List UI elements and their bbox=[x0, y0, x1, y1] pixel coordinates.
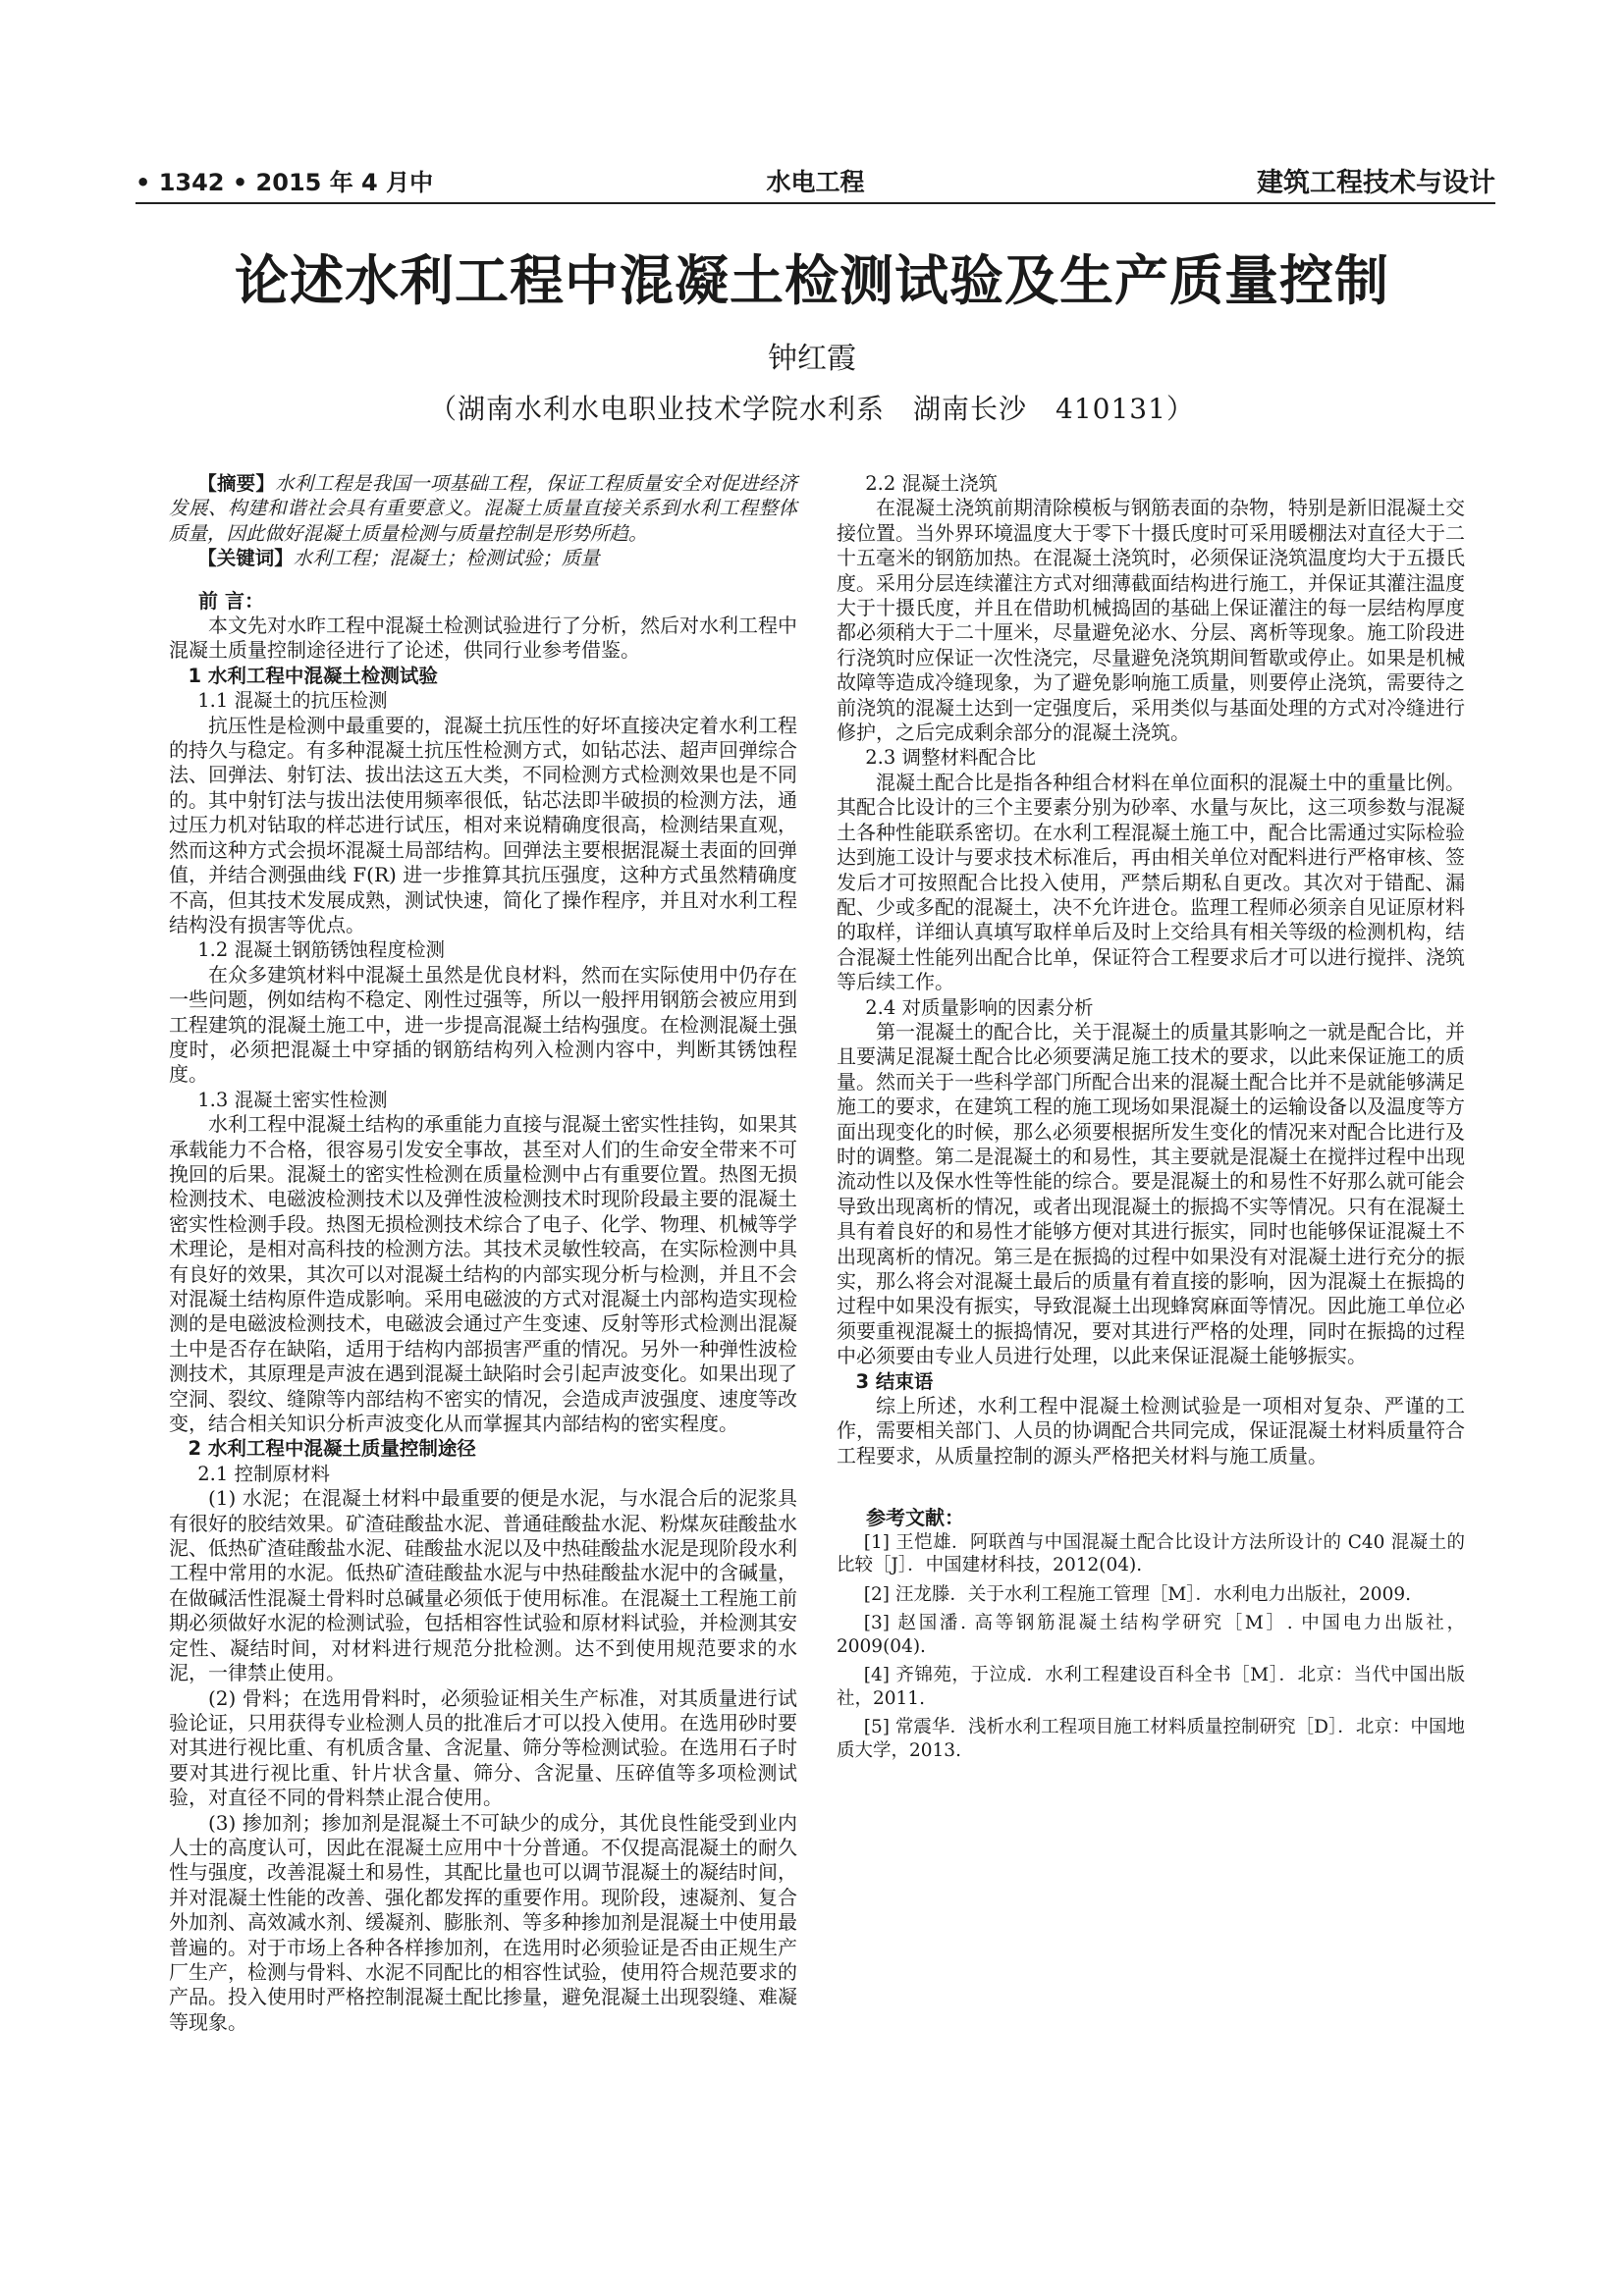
keywords-text: 水利工程；混凝土；检测试验；质量 bbox=[293, 547, 600, 570]
author-affiliation: （湖南水利水电职业技术学院水利系 湖南长沙 410131） bbox=[429, 393, 1195, 425]
section-2-1-admixture: (3) 掺加剂；掺加剂是混凝土不可缺少的成分，其优良性能受到业内人士的高度认可，因此在混凝土应用中十分普通。不仅提高混凝土的耐久性与强度，改善混凝土和易性，其配比量也可以调节混凝土的凝结时间，并对混凝土性能的改善、强化都发挥的重要作用。现阶段，速凝剂、复合外加剂、高效减水剂、缓凝剂、膨胀剂、等多种掺加剂是混凝土中使用最普遍的。对于市场上各种各样掺加剂，在选用时必须验证是否由正规生产厂生产，检测与骨料、水泥不同配比的相容性试验，使用符合规范要求的产品。投入使用时严格控制混凝土配比掺量，避免混凝土出现裂缝、难凝等现象。 bbox=[169, 1810, 797, 2034]
section-1-3-text: 水利工程中混凝土结构的承重能力直接与混凝土密实性挂钩，如果其承载能力不合格，很容易引发安全事故，甚至对人们的生命安全带来不可挽回的后果。混凝土的密实性检测在质量检测中占有重要位置。热图无损检测技术、电磁波检测技术以及弹性波检测技术时现阶段最主要的混凝土密实性检测手段。热图无损检测技术综合了电子、化学、物理、机械等学术理论，是相对高科技的检测方法。其技术灵敏性较高，在实际检测中具有良好的效果，其次可以对混凝土结构的内部实现分析与检测，并且不会对混凝土结构原件造成影响。采用电磁波的方式对混凝土内部构造实现检测的是电磁波检测技术，电磁波会通过产生变速、反射等形式检测出混凝土中是否存在缺陷，适用于结构内部损害严重的情况。另外一种弹性波检测技术，其原理是声波在遇到混凝土缺陷时会引起声波变化。如果出现了空洞、裂纹、缝隙等内部结构不密实的情况，会造成声波强度、速度等改变，结合相关知识分析声波变化从而掌握其内部结构的密实程度。 bbox=[169, 1112, 797, 1436]
keywords-label: 【关键词】 bbox=[197, 547, 294, 570]
section-2-3-text: 混凝土配合比是指各种组合材料在单位面积的混凝土中的重量比例。其配合比设计的三个主要素分别为砂率、水量与灰比，这三项参数与混凝土各种性能联系密切。在水利工程混凝土施工中，配合比需通过实际检验达到施工设计与要求技术标准后，再由相关单位对配料进行严格审核、签发后才可按照配合比投入使用，严禁后期私自更改。其次对于错配、漏配、少或多配的混凝土，决不允许进仓。监理工程师必须亲自见证原材料的取样，详细认真填写取样单后及时上交给具有相关等级的检测机构，结合混凝土性能列出配合比单，保证符合工程要求后才可以进行搅拌、浇筑等后续工作。 bbox=[837, 770, 1465, 994]
section-name: 建筑工程技术与设计 bbox=[1257, 168, 1495, 198]
section-2-1-aggregate: (2) 骨料；在选用骨料时，必须验证相关生产标准，对其质量进行试验论证，只用获得专业检测人员的批准后才可以投入使用。在选用砂时要对其进行视比重、有机质含量、含泥量、筛分等检测试验。在选用石子时要对其进行视比重、针片状含量、筛分、含泥量、压碎值等多项检测试验，对直径不同的骨料禁止混合使用。 bbox=[169, 1685, 797, 1810]
section-2-heading: 2 水利工程中混凝土质量控制途径 bbox=[188, 1437, 476, 1461]
section-1-2-text: 在众多建筑材料中混凝土虽然是优良材料，然而在实际使用中仍存在一些问题，例如结构不稳定、刚性过强等，所以一般抨用钢筋会被应用到工程建筑的混凝土施工中，进一步提高混凝土结构强度。在检测混凝土强度时，必须把混凝土中穿插的钢筋结构列入检测内容中，判断其锈蚀程度。 bbox=[169, 962, 797, 1087]
abstract bbox=[169, 471, 797, 546]
abstract-label: 【摘要】 bbox=[197, 472, 276, 495]
left-column bbox=[169, 471, 797, 2035]
issue-info: • 1342 • 2015 年 4 月中 bbox=[135, 169, 434, 196]
preface-text: 本文先对水昨工程中混凝土检测试验进行了分析，然后对水利工程中混凝土质量控制途径进行了论述，供同行业参考借鉴。 bbox=[169, 614, 797, 663]
section-1-3-heading: 1.3 混凝土密实性检测 bbox=[197, 1088, 388, 1111]
right-column bbox=[837, 471, 1465, 1768]
section-1-1-heading: 1.1 混凝土的抗压检测 bbox=[197, 689, 388, 713]
reference-item: [4] 齐锦苑，于泣成．水利工程建设百科全书［M］．北京：当代中国出版社，2011. bbox=[837, 1665, 1465, 1709]
references-heading: 参考文献： bbox=[866, 1506, 964, 1530]
keywords bbox=[169, 546, 797, 570]
reference-item: [1] 王恺雄．阿联酋与中国混凝土配合比设计方法所设计的 C40 混凝土的比较［J］．中国建材科技，2012(04). bbox=[837, 1531, 1465, 1576]
section-1-heading: 1 水利工程中混凝土检测试验 bbox=[188, 664, 438, 687]
section-2-2-text: 在混凝土浇筑前期清除模板与钢筋表面的杂物，特别是新旧混凝土交接位置。当外界环境温度大于零下十摄氏度时可采用暖棚法对直径大于二十五毫米的钢筋加热。在混凝土浇筑时，必须保证浇筑温度均大于五摄氏度。采用分层连续灌注方式对细薄截面结构进行施工，并保证其灌注温度大于十摄氏度，并且在借助机械捣固的基础上保证灌注的每一层结构厚度都必须稍大于二十厘米，尽量避免泌水、分层、离析等现象。施工阶段进行浇筑时应保证一次性浇完，尽量避免浇筑期间暂歇或停止。如果是机械故障等造成冷缝现象，为了避免影响施工质量，则要停止浇筑，需要待之前浇筑的混凝土达到一定强度后，采用类似与基面处理的方式对冷缝进行修护，之后完成剩余部分的混凝土浇筑。 bbox=[837, 496, 1465, 745]
reference-item: [3] 赵国潘. 高等钢筋混凝土结构学研究［M］. 中国电力出版社，2009(04). bbox=[837, 1613, 1465, 1657]
section-1-2-heading: 1.2 混凝土钢筋锈蚀程度检测 bbox=[197, 938, 445, 962]
section-2-2-heading: 2.2 混凝土浇筑 bbox=[865, 472, 998, 495]
reference-item: [5] 常震华．浅析水利工程项目施工材料质量控制研究［D］．北京：中国地质大学，2013. bbox=[837, 1717, 1465, 1761]
journal-name: 水电工程 bbox=[766, 168, 865, 196]
section-2-4-text: 第一混凝土的配合比，关于混凝土的质量其影响之一就是配合比，并且要满足混凝土配合比必须要满足施工技术的要求，以此来保证施工的质量。然而关于一些科学部门所配合出来的混凝土配合比并不是就能够满足施工的要求，在建筑工程的施工现场如果混凝土的运输设备以及温度等方面出现变化的时候，那么必须要根据所发生变化的情况来对配合比进行及时的调整。第二是混凝土的和易性，其主要就是混凝土在搅拌过程中出现流动性以及保水性等性能的综合。要是混凝土的和易性不好那么就可能会导致出现离析的情况，或者出现混凝土的振捣不实等情况。只有在混凝土具有着良好的和易性才能够方便对其进行振实，同时也能够保证混凝土不出现离析的情况。第三是在振捣的过程中如果没有对混凝土进行充分的振实，那么将会对混凝土最后的质量有着直接的影响，因为混凝土在振捣的过程中如果没有振实，导致混凝土出现蜂窝麻面等情况。因此施工单位必须要重视混凝土的振捣情况，要对其进行严格的处理，同时在振捣的过程中必须要由专业人员进行处理，以此来保证混凝土能够振实。 bbox=[837, 1019, 1465, 1368]
section-2-1-cement: (1) 水泥；在混凝土材料中最重要的便是水泥，与水混合后的泥浆具有很好的胶结效果。矿渣硅酸盐水泥、普通硅酸盐水泥、粉煤灰硅酸盐水泥、低热矿渣硅酸盐水泥、硅酸盐水泥以及中热硅酸盐水泥是现阶段水利工程中常用的水泥。低热矿渣硅酸盐水泥与中热硅酸盐水泥中的含碱量，在做碱活性混凝土骨料时总碱量必须低于使用标准。在混凝土工程施工前期必须做好水泥的检测试验，包括相容性试验和原材料试验，并检测其安定性、凝结时间，对材料进行规范分批检测。达不到使用规范要求的水泥，一律禁止使用。 bbox=[169, 1486, 797, 1685]
preface-heading: 前 言： bbox=[198, 588, 264, 613]
abstract-text: 水利工程是我国一项基础工程，保证工程质量安全对促进经济发展、构建和谐社会具有重要意义。混凝土质量直接关系到水利工程整体质量，因此做好混凝土质量检测与质量控制是形势所趋。 bbox=[169, 472, 797, 545]
article-title: 论述水利工程中混凝土检测试验及生产质量控制 bbox=[234, 248, 1389, 312]
section-1-1-text: 抗压性是检测中最重要的，混凝土抗压性的好坏直接决定着水利工程的持久与稳定。有多种混凝土抗压性检测方式，如钻芯法、超声回弹综合法、回弹法、射钉法、拔出法这五大类，不同检测方式检测效果也是不同的。其中射钉法与拔出法使用频率很低，钻芯法即半破损的检测方法，通过压力机对钻取的样芯进行试压，相对来说精确度很高，检测结果直观，然而这种方式会损坏混凝土局部结构。回弹法主要根据混凝土表面的回弹值，并结合测强曲线 F(R) 进一步推算其抗压强度，这种方式虽然精确度不高，但其技术发展成熟，测试快速，简化了操作程序，并且对水利工程结构没有损害等优点。 bbox=[169, 713, 797, 936]
running-header bbox=[135, 157, 1495, 196]
conclusion-text: 综上所述，水利工程中混凝土检测试验是一项相对复杂、严谨的工作，需要相关部门、人员的协调配合共同完成，保证混凝土材料质量符合工程要求，从质量控制的源头严格把关材料与施工质量。 bbox=[837, 1394, 1465, 1468]
section-2-4-heading: 2.4 对质量影响的因素分析 bbox=[865, 995, 1094, 1019]
header-rule bbox=[135, 202, 1495, 204]
author-name: 钟红霞 bbox=[768, 342, 856, 376]
section-3-heading: 3 结束语 bbox=[855, 1369, 934, 1393]
reference-item: [2] 汪龙滕．关于水利工程施工管理［M］．水利电力出版社，2009. bbox=[863, 1583, 1411, 1605]
section-2-3-heading: 2.3 调整材料配合比 bbox=[865, 746, 1036, 770]
section-2-1-heading: 2.1 控制原材料 bbox=[197, 1462, 330, 1485]
